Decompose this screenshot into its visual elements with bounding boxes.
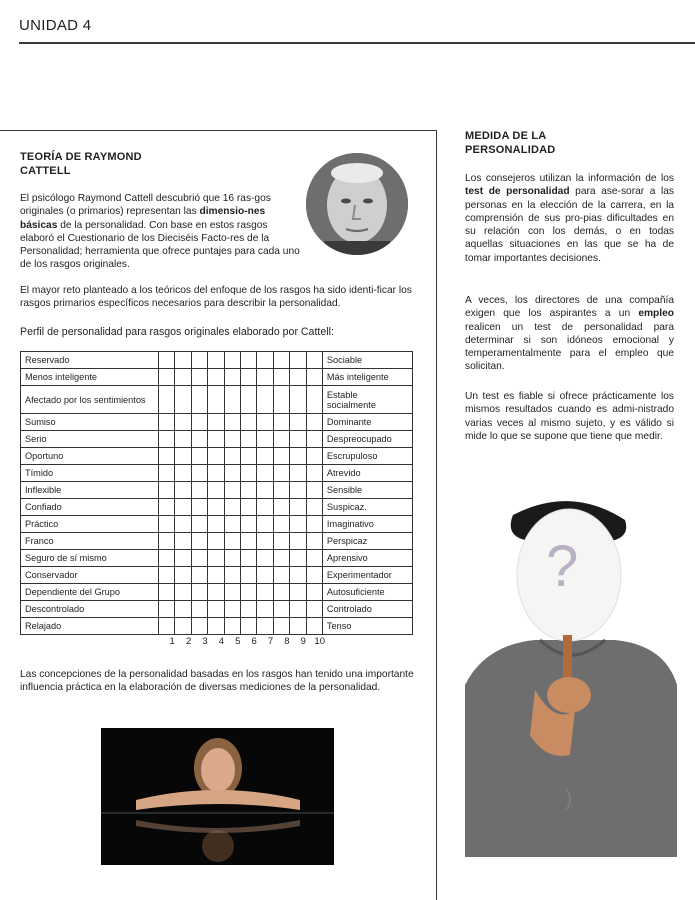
scale-cell xyxy=(224,533,240,550)
scale-cell xyxy=(257,465,273,482)
profile-row xyxy=(21,567,413,584)
scale-cell xyxy=(175,414,191,431)
scale-cell xyxy=(159,431,175,448)
scale-cell xyxy=(257,431,273,448)
scale-cell xyxy=(240,601,256,618)
profile-row xyxy=(21,618,413,635)
scale-cell xyxy=(306,516,322,533)
scale-cell xyxy=(175,584,191,601)
scale-cell xyxy=(273,567,289,584)
raymond-cattell-portrait xyxy=(306,153,408,255)
scale-cell xyxy=(191,386,207,414)
scale-cell xyxy=(175,465,191,482)
scale-cell xyxy=(257,482,273,499)
scale-cell xyxy=(306,369,322,386)
scale-cell xyxy=(175,550,191,567)
scale-cell xyxy=(290,516,306,533)
cattell-heading-line1: TEORÍA DE RAYMOND xyxy=(20,151,142,163)
scale-cell xyxy=(306,448,322,465)
scale-cell xyxy=(208,465,224,482)
cattell-heading xyxy=(20,150,142,178)
scale-cell xyxy=(306,431,322,448)
trait-low-label: Sumiso xyxy=(21,414,159,431)
scale-cell xyxy=(273,482,289,499)
scale-cell xyxy=(191,352,207,369)
header-divider xyxy=(19,42,695,44)
scale-number: 5 xyxy=(235,636,241,647)
scale-cell xyxy=(306,386,322,414)
scale-cell xyxy=(208,516,224,533)
cattell-paragraph-4: Las concepciones de la personalidad basadas en los rasgos han tenido una importante influencia práctica en la elaboración de diversas mediciones de la personalidad. xyxy=(20,669,414,694)
scale-cell xyxy=(159,482,175,499)
trait-high-label: Despreocupado xyxy=(322,431,412,448)
scale-cell xyxy=(290,465,306,482)
scale-cell xyxy=(224,601,240,618)
scale-cell xyxy=(224,431,240,448)
trait-high-label: Dominante xyxy=(322,414,412,431)
scale-cell xyxy=(191,465,207,482)
scale-cell xyxy=(208,550,224,567)
employment-term: empleo xyxy=(638,308,674,320)
scale-cell xyxy=(257,567,273,584)
scale-cell xyxy=(159,448,175,465)
scale-cell xyxy=(208,618,224,635)
scale-cell xyxy=(306,601,322,618)
scale-cell xyxy=(290,448,306,465)
scale-cell xyxy=(240,465,256,482)
scale-cell xyxy=(159,584,175,601)
trait-high-label: Experimentador xyxy=(322,567,412,584)
scale-cell xyxy=(191,567,207,584)
scale-cell xyxy=(290,482,306,499)
trait-low-label: Tímido xyxy=(21,465,159,482)
trait-low-label: Menos inteligente xyxy=(21,369,159,386)
scale-cell xyxy=(290,533,306,550)
scale-cell xyxy=(257,448,273,465)
scale-cell xyxy=(290,369,306,386)
scale-cell xyxy=(159,386,175,414)
scale-cell xyxy=(224,550,240,567)
scale-cell xyxy=(191,601,207,618)
scale-cell xyxy=(306,584,322,601)
trait-low-label: Inflexible xyxy=(21,482,159,499)
scale-cell xyxy=(175,482,191,499)
trait-low-label: Confiado xyxy=(21,499,159,516)
scale-cell xyxy=(191,550,207,567)
scale-cell xyxy=(240,386,256,414)
trait-high-label: Suspicaz. xyxy=(322,499,412,516)
scale-cell xyxy=(273,533,289,550)
scale-cell xyxy=(240,567,256,584)
scale-cell xyxy=(224,465,240,482)
scale-cell xyxy=(191,448,207,465)
scale-cell xyxy=(240,516,256,533)
scale-cell xyxy=(306,465,322,482)
scale-cell xyxy=(191,482,207,499)
scale-cell xyxy=(159,369,175,386)
scale-cell xyxy=(290,352,306,369)
scale-cell xyxy=(175,618,191,635)
scale-cell xyxy=(240,550,256,567)
trait-high-label: Sociable xyxy=(322,352,412,369)
scale-cell xyxy=(257,618,273,635)
profile-row xyxy=(21,584,413,601)
scale-cell xyxy=(273,465,289,482)
personality-profile-table xyxy=(20,351,413,635)
scale-cell xyxy=(191,414,207,431)
trait-high-label: Imaginativo xyxy=(322,516,412,533)
scale-cell xyxy=(257,414,273,431)
scale-number: 2 xyxy=(185,636,192,647)
trait-low-label: Dependiente del Grupo xyxy=(21,584,159,601)
scale-cell xyxy=(257,352,273,369)
scale-cell xyxy=(175,533,191,550)
profile-row xyxy=(21,516,413,533)
scale-cell xyxy=(175,601,191,618)
trait-high-label: Controlado xyxy=(322,601,412,618)
cattell-paragraph-2: El mayor reto planteado a los teóricos del enfoque de los rasgos ha sido identi-ficar los rasgos primarios específicos necesarios para describir la personalidad. xyxy=(20,285,412,310)
medida-heading-line2: PERSONALIDAD xyxy=(465,144,556,156)
scale-cell xyxy=(208,352,224,369)
scale-cell xyxy=(240,448,256,465)
scale-cell xyxy=(240,369,256,386)
scale-cell xyxy=(175,369,191,386)
scale-cell xyxy=(224,516,240,533)
scale-cell xyxy=(208,567,224,584)
scale-cell xyxy=(240,533,256,550)
scale-number: 1 xyxy=(169,636,175,647)
trait-low-label: Reservado xyxy=(21,352,159,369)
scale-cell xyxy=(191,516,207,533)
scale-cell xyxy=(224,386,240,414)
scale-cell xyxy=(159,550,175,567)
trait-high-label: Tenso xyxy=(322,618,412,635)
scale-number: 10 xyxy=(314,636,325,647)
personality-test-term: test de personalidad xyxy=(465,186,570,198)
scale-cell xyxy=(273,431,289,448)
scale-cell xyxy=(290,414,306,431)
scale-number: 4 xyxy=(218,636,225,647)
scale-cell xyxy=(175,352,191,369)
scale-cell xyxy=(208,369,224,386)
trait-low-label: Franco xyxy=(21,533,159,550)
scale-cell xyxy=(306,499,322,516)
profile-row xyxy=(21,431,413,448)
cattell-heading-line2: CATTELL xyxy=(20,165,71,177)
scale-cell xyxy=(175,431,191,448)
trait-low-label: Seguro de sí mismo xyxy=(21,550,159,567)
medida-heading xyxy=(465,129,555,157)
scale-cell xyxy=(208,448,224,465)
svg-text:): ) xyxy=(565,785,573,810)
scale-cell xyxy=(273,386,289,414)
scale-cell xyxy=(191,431,207,448)
scale-cell xyxy=(191,584,207,601)
medida-paragraph-2: A veces, los directores de una compañía exigen que los aspirantes a un empleo realicen un test de personalidad para determinar si son idóneos emocional y temperamentalmente para el empleo que solicitan. xyxy=(465,295,674,373)
scale-cell xyxy=(290,431,306,448)
scale-cell xyxy=(240,618,256,635)
scale-cell xyxy=(224,369,240,386)
scale-cell xyxy=(224,482,240,499)
scale-cell xyxy=(257,584,273,601)
scale-cell xyxy=(273,618,289,635)
scale-cell xyxy=(175,516,191,533)
trait-high-label: Sensible xyxy=(322,482,412,499)
scale-cell xyxy=(240,499,256,516)
basic-dimensions-term: dimensio-nes básicas xyxy=(20,206,266,231)
scale-cell xyxy=(290,601,306,618)
scale-number: 9 xyxy=(300,636,306,647)
scale-cell xyxy=(159,533,175,550)
scale-number: 3 xyxy=(202,636,208,647)
scale-number: 6 xyxy=(251,636,257,647)
scale-cell xyxy=(306,414,322,431)
profile-row xyxy=(21,465,413,482)
scale-cell xyxy=(273,516,289,533)
trait-high-label: Atrevido xyxy=(322,465,412,482)
masked-man-photo xyxy=(465,495,677,857)
cattell-paragraph-3: Perfil de personalidad para rasgos originales elaborado por Cattell: xyxy=(20,326,334,338)
scale-cell xyxy=(159,516,175,533)
scale-cell xyxy=(290,618,306,635)
scale-cell xyxy=(159,567,175,584)
scale-cell xyxy=(175,386,191,414)
scale-cell xyxy=(191,369,207,386)
profile-scale xyxy=(164,636,328,647)
scale-cell xyxy=(159,465,175,482)
scale-cell xyxy=(159,352,175,369)
medida-paragraph-1: Los consejeros utilizan la información de los test de personalidad para ase-sorar a las personas en la elección de la carrera, en la comprensión de sus pro-pias dificultades en su relación con los demás, o en todas aquellas situaciones en las que se ha de tomar importantes decisiones. xyxy=(465,173,674,264)
scale-cell xyxy=(224,618,240,635)
profile-row xyxy=(21,482,413,499)
scale-cell xyxy=(208,533,224,550)
scale-cell xyxy=(257,533,273,550)
scale-cell xyxy=(159,601,175,618)
scale-cell xyxy=(273,601,289,618)
scale-cell xyxy=(257,499,273,516)
trait-high-label: Autosuficiente xyxy=(322,584,412,601)
scale-cell xyxy=(257,369,273,386)
scale-cell xyxy=(224,414,240,431)
scale-cell xyxy=(257,516,273,533)
trait-low-label: Serio xyxy=(21,431,159,448)
medida-heading-line1: MEDIDA DE LA xyxy=(465,130,547,142)
scale-cell xyxy=(306,482,322,499)
scale-cell xyxy=(175,499,191,516)
question-mark-icon: ? xyxy=(546,534,579,599)
scale-cell xyxy=(273,550,289,567)
profile-row xyxy=(21,352,413,369)
profile-row xyxy=(21,448,413,465)
trait-high-label: Perspicaz xyxy=(322,533,412,550)
scale-cell xyxy=(224,567,240,584)
profile-row xyxy=(21,499,413,516)
scale-cell xyxy=(306,618,322,635)
scale-cell xyxy=(159,414,175,431)
profile-row xyxy=(21,386,413,414)
scale-cell xyxy=(208,584,224,601)
scale-cell xyxy=(224,448,240,465)
scale-cell xyxy=(240,431,256,448)
trait-high-label: Estable socialmente xyxy=(322,386,412,414)
cattell-paragraph-1: El psicólogo Raymond Cattell descubrió que 16 ras-gos originales (o primarios) representan las dimensio-nes básicas de la personalidad. Con base en estos rasgos elaboró el Cuestionario de los Dieciséis Facto-res de la Personalidad; herramienta que ofrece puntajes para cada uno de los rasgos originales. xyxy=(20,193,300,271)
trait-low-label: Conservador xyxy=(21,567,159,584)
scale-cell xyxy=(191,618,207,635)
scale-cell xyxy=(208,499,224,516)
trait-low-label: Relajado xyxy=(21,618,159,635)
scale-cell xyxy=(273,352,289,369)
scale-cell xyxy=(273,448,289,465)
trait-high-label: Escrupuloso xyxy=(322,448,412,465)
trait-low-label: Afectado por los sentimientos xyxy=(21,386,159,414)
scale-cell xyxy=(273,369,289,386)
profile-row xyxy=(21,601,413,618)
scale-cell xyxy=(208,482,224,499)
scale-cell xyxy=(273,499,289,516)
profile-row xyxy=(21,414,413,431)
trait-low-label: Oportuno xyxy=(21,448,159,465)
scale-cell xyxy=(191,499,207,516)
girl-reflection-photo xyxy=(101,728,334,865)
scale-cell xyxy=(191,533,207,550)
scale-cell xyxy=(290,584,306,601)
scale-cell xyxy=(290,550,306,567)
scale-cell xyxy=(240,414,256,431)
scale-cell xyxy=(306,567,322,584)
trait-low-label: Descontrolado xyxy=(21,601,159,618)
scale-cell xyxy=(240,584,256,601)
scale-cell xyxy=(306,550,322,567)
scale-cell xyxy=(208,386,224,414)
scale-cell xyxy=(290,499,306,516)
trait-low-label: Práctico xyxy=(21,516,159,533)
profile-row xyxy=(21,369,413,386)
scale-number: 7 xyxy=(267,636,274,647)
scale-cell xyxy=(240,352,256,369)
scale-cell xyxy=(273,584,289,601)
scale-cell xyxy=(224,584,240,601)
profile-row xyxy=(21,550,413,567)
trait-high-label: Aprensivo xyxy=(322,550,412,567)
scale-cell xyxy=(208,414,224,431)
scale-cell xyxy=(240,482,256,499)
scale-cell xyxy=(175,448,191,465)
scale-cell xyxy=(224,499,240,516)
scale-cell xyxy=(159,618,175,635)
scale-cell xyxy=(306,352,322,369)
scale-cell xyxy=(175,567,191,584)
medida-paragraph-3: Un test es fiable si ofrece prácticamente los mismos resultados cuando es admi-nistrado varias veces al mismo sujeto, y es válido si mide lo que se supone que tiene que medir. xyxy=(465,391,674,442)
scale-cell xyxy=(273,414,289,431)
scale-cell xyxy=(208,431,224,448)
profile-row xyxy=(21,533,413,550)
scale-cell xyxy=(257,550,273,567)
scale-cell xyxy=(224,352,240,369)
scale-cell xyxy=(306,533,322,550)
trait-high-label: Más inteligente xyxy=(322,369,412,386)
scale-cell xyxy=(257,601,273,618)
scale-number: 8 xyxy=(284,636,290,647)
scale-cell xyxy=(159,499,175,516)
unit-title: UNIDAD 4 xyxy=(19,17,92,34)
scale-cell xyxy=(257,386,273,414)
scale-cell xyxy=(290,567,306,584)
scale-cell xyxy=(290,386,306,414)
scale-cell xyxy=(208,601,224,618)
